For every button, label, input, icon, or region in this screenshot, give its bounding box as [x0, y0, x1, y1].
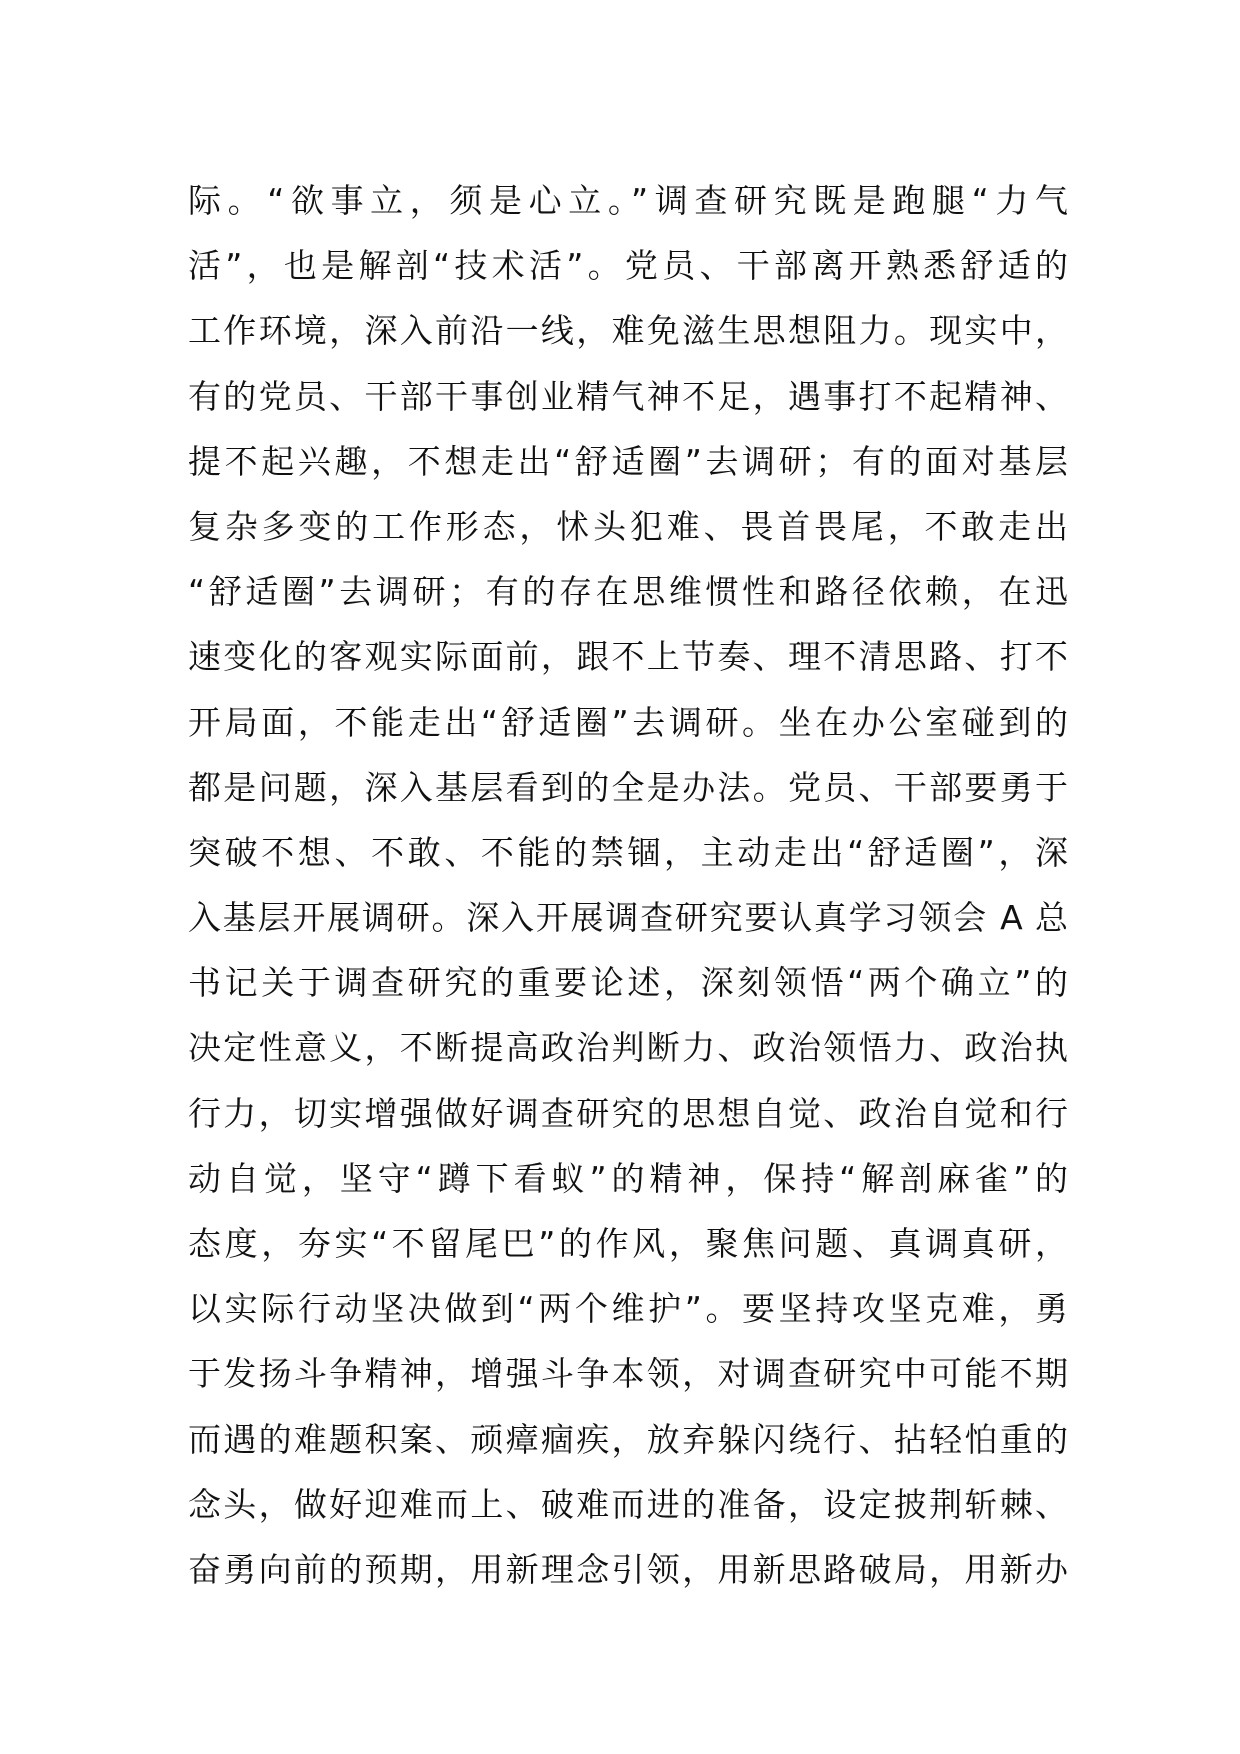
text-line: 而遇的难题积案、顽瘴痼疾，放弃躲闪绕行、拈轻怕重的: [188, 1419, 1068, 1459]
text-line: 活”，也是解剖“技术活”。党员、干部离开熟悉舒适的: [188, 246, 1068, 286]
text-line: 于发扬斗争精神，增强斗争本领，对调查研究中可能不期: [188, 1354, 1068, 1394]
text-line: “舒适圈”去调研；有的存在思维惯性和路径依赖，在迅: [188, 572, 1068, 612]
text-line: 工作环境，深入前沿一线，难免滋生思想阻力。现实中，: [188, 311, 1068, 351]
text-line: 入基层开展调研。深入开展调查研究要认真学习领会 A 总: [188, 898, 1068, 938]
text-line: 都是问题，深入基层看到的全是办法。党员、干部要勇于: [188, 767, 1068, 807]
text-line: 决定性意义，不断提高政治判断力、政治领悟力、政治执: [188, 1028, 1068, 1068]
text-line: 态度，夯实“不留尾巴”的作风，聚焦问题、真调真研，: [188, 1224, 1068, 1263]
text-line: 开局面，不能走出“舒适圈”去调研。坐在办公室碰到的: [188, 702, 1068, 742]
text-line: 念头，做好迎难而上、破难而进的准备，设定披荆斩棘、: [188, 1484, 1068, 1524]
text-line: 有的党员、干部干事创业精气神不足，遇事打不起精神、: [188, 376, 1068, 416]
text-line: 际。“欲事立，须是心立。”调查研究既是跑腿“力气: [188, 181, 1068, 220]
text-line: 行力，切实增强做好调查研究的思想自觉、政治自觉和行: [188, 1093, 1068, 1133]
body-paragraph: [188, 168, 1068, 1602]
text-line: 提不起兴趣，不想走出“舒适圈”去调研；有的面对基层: [188, 441, 1068, 481]
text-line: 速变化的客观实际面前，跟不上节奏、理不清思路、打不: [188, 637, 1068, 677]
text-line: 书记关于调查研究的重要论述，深刻领悟“两个确立”的: [188, 963, 1068, 1003]
text-line: 动自觉，坚守“蹲下看蚁”的精神，保持“解剖麻雀”的: [188, 1158, 1068, 1198]
text-line: 以实际行动坚决做到“两个维护”。要坚持攻坚克难，勇: [188, 1289, 1068, 1329]
text-line: 复杂多变的工作形态，怵头犯难、畏首畏尾，不敢走出: [188, 506, 1068, 546]
text-line: 奋勇向前的预期，用新理念引领，用新思路破局，用新办: [188, 1549, 1068, 1589]
text-line: 突破不想、不敢、不能的禁锢，主动走出“舒适圈”，深: [188, 832, 1068, 872]
